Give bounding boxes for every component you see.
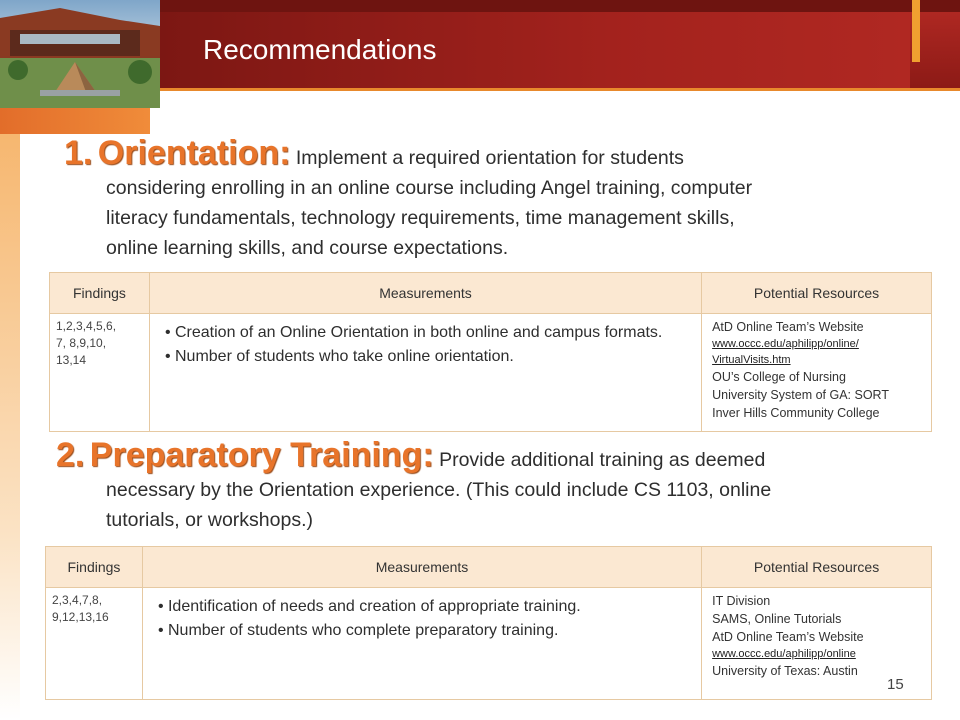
preparatory-training-table <box>45 546 932 700</box>
table-row <box>46 588 932 700</box>
measurement-item: • Number of students who complete preparatory training. <box>154 619 700 643</box>
left-gradient-strip <box>0 108 20 720</box>
recommendation-2-line: necessary by the Orientation experience. (This could include CS 1103, online <box>106 479 772 501</box>
column-header-measurements: Measurements <box>149 273 701 314</box>
campus-photo <box>0 0 160 108</box>
orientation-table <box>49 272 932 432</box>
findings-line: 2,3,4,7,8, <box>52 593 103 607</box>
header-top-stripe <box>160 0 960 12</box>
column-header-resources: Potential Resources <box>702 273 932 314</box>
column-header-resources: Potential Resources <box>702 547 932 588</box>
resource-item: SAMS, Online Tutorials <box>712 612 842 626</box>
resource-item: AtD Online Team’s Website <box>712 630 864 644</box>
slide-number: 15 <box>887 676 904 693</box>
left-accent-block <box>0 108 150 134</box>
recommendation-2 <box>56 436 926 535</box>
resource-item: AtD Online Team’s Website <box>712 320 864 334</box>
findings-cell <box>46 588 143 700</box>
recommendation-1-line: considering enrolling in an online course including Angel training, computer <box>106 177 753 199</box>
column-header-findings: Findings <box>46 547 143 588</box>
findings-line: 13,14 <box>56 353 87 367</box>
header-rule <box>160 88 960 91</box>
recommendation-1-line: literacy fundamentals, technology requirements, time management skills, <box>106 207 735 229</box>
recommendation-2-number: 2. <box>56 436 85 474</box>
header-accent-bar <box>912 0 920 62</box>
resource-link[interactable]: www.occc.edu/aphilipp/online <box>712 648 856 660</box>
recommendation-2-line: tutorials, or workshops.) <box>106 509 313 531</box>
measurement-item: • Creation of an Online Orientation in both online and campus formats. <box>161 321 700 345</box>
findings-line: 1,2,3,4,5,6, <box>56 319 117 333</box>
page-title: Recommendations <box>203 34 437 65</box>
resource-item: Inver Hills Community College <box>712 406 880 420</box>
recommendation-1 <box>64 134 934 263</box>
findings-cell <box>50 314 150 432</box>
resources-cell <box>702 314 932 432</box>
table-header-row <box>46 547 932 588</box>
resource-item: University System of GA: SORT <box>712 388 889 402</box>
table-row <box>50 314 932 432</box>
measurements-cell <box>149 314 701 432</box>
resource-link[interactable]: www.occc.edu/aphilipp/online/ <box>712 338 859 350</box>
recommendation-2-first-line: Provide additional training as deemed <box>439 449 766 471</box>
resource-link[interactable]: VirtualVisits.htm <box>712 354 791 366</box>
recommendation-2-heading: Preparatory Training: <box>89 436 434 474</box>
column-header-findings: Findings <box>50 273 150 314</box>
resource-item: IT Division <box>712 594 771 608</box>
column-header-measurements: Measurements <box>142 547 701 588</box>
findings-line: 9,12,13,16 <box>52 610 109 624</box>
recommendation-1-heading: Orientation: <box>97 134 291 172</box>
resource-item: OU’s College of Nursing <box>712 370 846 384</box>
resource-item: University of Texas: Austin <box>712 664 858 678</box>
recommendation-1-first-line: Implement a required orientation for students <box>295 147 684 169</box>
findings-line: 7, 8,9,10, <box>56 336 107 350</box>
recommendation-1-line: online learning skills, and course expectations. <box>106 237 509 259</box>
table-header-row <box>50 273 932 314</box>
measurements-cell <box>142 588 701 700</box>
measurement-item: • Identification of needs and creation of appropriate training. <box>154 595 700 619</box>
measurement-item: • Number of students who take online orientation. <box>161 345 700 369</box>
recommendation-1-number: 1. <box>64 134 93 172</box>
